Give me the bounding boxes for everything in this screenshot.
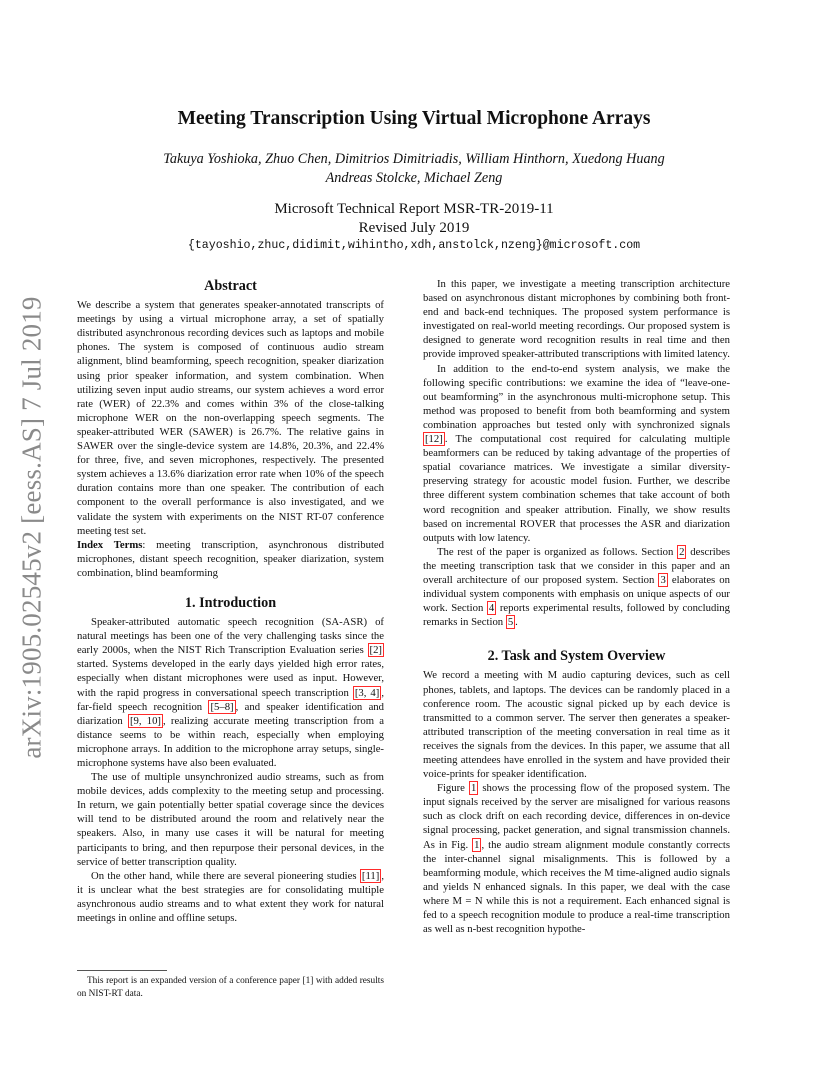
intro-paragraph-1 [77, 615, 384, 770]
text-run: On the other hand, while there are several pioneering studies [91, 869, 360, 882]
text-run: shows the processing flow of the proposed system. The input signals received by the server are misaligned for various reasons such as clock drift on each recording device, differences in on-device signal processing, packet generation, and signal transmission channels. As in Fig. [423, 782, 730, 851]
intro-paragraph-2: The use of multiple unsynchronized audio streams, such as from mobile devices, adds complexity to the meeting setup and processing. In return, we gain potentially better spatial coverage since the devices will tend to be distributed around the room and relatively near the speakers. Also, in many use cases it will be natural for meeting participants to bring, and then repurpose their personal devices, in the service of better transcription quality. [77, 771, 384, 868]
text-run: . The computational cost required for calculating multiple beamformers can be reduced by taking advantage of the properties of spatial covariance matrices. We investigate a similar diversity-preserving strategy for acoustic model fusion. Further, we describe three different system combination schemes that take account of both word recognition and speaker attribution. Finally, we show results based on incremental ROVER that processes the ASR and diarization outputs with low latency. [423, 433, 730, 544]
section-link[interactable]: 2 [679, 545, 685, 558]
abstract-text: We describe a system that generates speaker-annotated transcripts of meetings by using a virtual microphone array, a set of spatially distributed asynchronous recording devices such as laptops and mobile phones. The system is composed of continuous audio stream alignment, blind beamforming, speech recognition, speaker diarization using prior speaker information, and system combination. When utilizing seven input audio streams, our system achieves a word error rate (WER) of 22.3% and comes within 3% of the close-talking microphone WER on the non-overlapping speech segments. The speaker-attributed WER (SAWER) is 26.7%. The relative gains in SAWER over the single-device system are 14.8%, 20.3%, and 22.4% for three, five, and seven microphones, respectively. The presented system achieves a 13.6% diarization error rate when 10% of the speech duration contains more than one speaker. The contribution of each component to the overall performance is also investigated, and we validate the system with experiments on the NIST RT-07 conference meeting test set. [77, 299, 384, 537]
text-run: In addition to the end-to-end system analysis, we make the following specific contributions: we examine the idea of “leave-one-out beamforming” in the asynchronous multi-microphone setup. This method was proposed to benefit from both beamforming and system combination approaches but tested only with synchronized signals [423, 362, 730, 431]
text-run: , the audio stream alignment module constantly corrects the inter-channel signal misalignments. This is followed by a beamforming module, which receives the M time-aligned audio signals and yields N enhanced signals. In this paper, we deal with the case where M = N while this is not a requirement. Each enhanced signal is fed to a speech recognition module to produce a real-time transcription as well as n-best recognition hypothe- [423, 838, 730, 936]
text-run: , and speaker identification and diarization [77, 700, 384, 727]
left-column [77, 277, 384, 925]
arxiv-identifier [14, 292, 50, 762]
right-paragraph-1: In this paper, we investigate a meeting transcription architecture based on asynchronous distant microphones by combining both front-end and back-end techniques. The proposed system performance is investigated on real-world meeting recordings. Our proposed system is designed to generate word recognition results in real time and then provide improved speaker-attributed transcriptions with limited latency. [423, 278, 730, 361]
section-link[interactable]: 5 [507, 616, 514, 629]
text-run: , far-field speech recognition [77, 686, 384, 713]
section-link[interactable]: 3 [660, 573, 666, 586]
text-run: Speaker-attributed automatic speech recognition (SA-ASR) of natural meetings has been one of the very challenging tasks since the early 2000s, when the NIST Rich Transcription Evaluation series [77, 616, 384, 657]
paper-title: Meeting Transcription Using Virtual Microphone Arrays [177, 108, 651, 129]
text-run: elaborates on individual system components with emphasis on unique aspects of our work. Section [423, 573, 730, 615]
arxiv-id-text: arXiv:1905.02545v2 [eess.AS] 7 Jul 2019 [16, 295, 47, 759]
authors-line-1: Takuya Yoshioka, Zhuo Chen, Dimitrios Dimitriadis, William Hinthorn, Xuedong Huang [163, 151, 665, 167]
index-terms [77, 538, 384, 580]
citation-link[interactable]: [12] [425, 433, 443, 446]
intro-paragraph-3 [77, 869, 384, 925]
text-run: Figure [437, 782, 469, 795]
text-run: started. Systems developed in the early days yielded high error rates, especially when distant microphones were used as input. However, with the rapid progress in conversational speech transcription [77, 658, 384, 699]
introduction-heading: 1. Introduction [184, 594, 277, 611]
citation-link[interactable]: [5–8] [210, 700, 234, 713]
citation-link[interactable]: [11] [361, 869, 380, 882]
citation-link[interactable]: [2] [369, 644, 382, 657]
index-terms-text: : meeting transcription, asynchronous distributed microphones, distant speech recognition, speaker diarization, system combination, blind beamforming [77, 538, 385, 579]
author-list [90, 150, 738, 188]
text-run: , realizing accurate meeting transcription from a distance seems to be within reach, especially when employing microphone arrays. In addition to the microphone array setups, single-microphone systems have also been evaluated. [77, 714, 385, 769]
footnote [77, 975, 384, 1000]
report-id: Microsoft Technical Report MSR-TR-2019-11 [274, 201, 554, 217]
figure-link[interactable]: 1 [474, 838, 480, 851]
right-column [423, 277, 730, 936]
text-run: . [515, 616, 518, 629]
text-run: reports experimental results, followed by concluding remarks in Section [423, 602, 730, 629]
revision-date: Revised July 2019 [358, 219, 470, 236]
right-paragraph-2 [423, 362, 730, 545]
citation-link[interactable]: [9, 10] [129, 714, 161, 727]
abstract-heading: Abstract [204, 278, 257, 294]
right-paragraph-4: We record a meeting with M audio capturing devices, such as cell phones, tablets, and laptops. The devices can be randomly placed in a conference room. The acoustic signal picked up by each device is transmitted to a common server. The server then generates a speaker-attributed transcription of the meeting conversation in real time as it receives the signals from the devices. In this paper, we assume that all meeting attendees have enrolled in the system and have provided their voice-prints for speaker identification. [423, 669, 730, 781]
text-run: , it is unclear what the best strategies are for consolidating multiple asynchronous audio streams and to what extent they work for natural meetings in online and offline setups. [77, 869, 384, 925]
index-terms-label: Index Terms [77, 538, 143, 551]
text-run: The rest of the paper is organized as follows. Section [437, 545, 678, 558]
task-overview-heading: 2. Task and System Overview [487, 648, 666, 665]
footnote-text: This report is an expanded version of a conference paper [1] with added results on NIST-RT data. [77, 976, 384, 999]
report-info [0, 200, 828, 237]
footnote-rule [77, 970, 167, 971]
author-emails: {tayoshio,zhuc,didimit,wihintho,xdh,anstolck,nzeng}@microsoft.com [187, 239, 641, 252]
section-link[interactable]: 4 [488, 602, 495, 615]
right-paragraph-5 [423, 781, 730, 936]
citation-link[interactable]: [3, 4] [354, 686, 380, 699]
figure-link[interactable]: 1 [470, 782, 477, 795]
authors-line-2: Andreas Stolcke, Michael Zeng [325, 170, 503, 186]
right-paragraph-3 [423, 545, 730, 630]
text-run: describes the meeting transcription task that we consider in this paper and an overall architecture of our proposed system. Section [423, 545, 730, 586]
